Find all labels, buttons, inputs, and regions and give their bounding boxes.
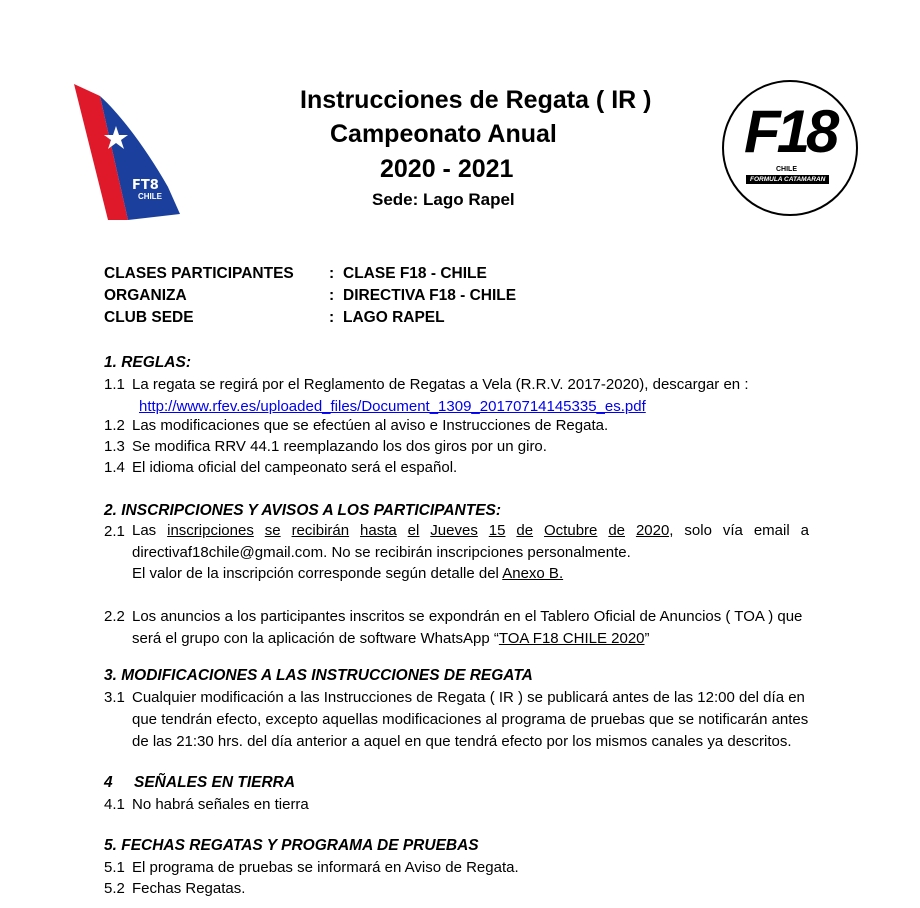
info-key: ORGANIZA <box>104 287 187 304</box>
item-number: 1.3 <box>104 438 125 455</box>
list-item-number: 2.1 <box>104 523 125 540</box>
info-colon: : <box>329 265 335 282</box>
word: 2020, <box>635 522 674 539</box>
info-key: CLASES PARTICIPANTES <box>104 265 294 282</box>
heading-number: 4 <box>104 774 113 791</box>
info-value: CLASE F18 - CHILE <box>343 265 487 282</box>
word: vía <box>722 522 743 539</box>
section-heading-fechas: 5. FECHAS REGATAS Y PROGRAMA DE PRUEBAS <box>104 837 479 854</box>
document-subtitle: Campeonato Anual <box>330 120 557 148</box>
list-item-text: Los anuncios a los participantes inscritos se expondrán en el Tablero Oficial de Anuncios ( TOA ) que <box>132 608 803 625</box>
logo-left-sub: CHILE <box>138 192 162 201</box>
logo-right-band: FORMULA CATAMARAN <box>746 175 829 184</box>
word: solo <box>684 522 712 539</box>
list-item-text <box>132 566 563 581</box>
item-text: La regata se regirá por el Reglamento de Regatas a Vela (R.R.V. 2017-2020), descargar en : <box>132 376 749 393</box>
item-text: El programa de pruebas se informará en Aviso de Regata. <box>132 859 519 876</box>
list-item-number: 2.2 <box>104 608 125 625</box>
word: a <box>800 522 809 539</box>
list-item <box>104 418 608 433</box>
class-logo-left <box>68 82 186 220</box>
list-item-text <box>132 631 650 646</box>
item-number: 4.1 <box>104 796 125 813</box>
list-item <box>104 439 547 454</box>
word: email <box>753 522 790 539</box>
word: de <box>608 522 625 539</box>
info-value: LAGO RAPEL <box>343 309 445 326</box>
list-item <box>104 797 309 812</box>
item-number: 5.2 <box>104 880 125 897</box>
class-logo-right <box>722 80 858 216</box>
list-item-number: 3.1 <box>104 689 125 706</box>
rules-download-link[interactable]: http://www.rfev.es/uploaded_files/Document_1309_20170714145335_es.pdf <box>139 398 646 415</box>
info-row <box>104 287 516 305</box>
item-text: Se modifica RRV 44.1 reemplazando los dos giros por un giro. <box>132 438 547 455</box>
info-colon: : <box>329 287 335 304</box>
list-item-justified-line <box>132 522 809 539</box>
list-item <box>104 460 457 475</box>
list-item <box>104 377 749 392</box>
word: se <box>264 522 281 539</box>
word: Las <box>132 522 157 539</box>
info-colon: : <box>329 309 335 326</box>
section-heading-modificaciones: 3. MODIFICACIONES A LAS INSTRUCCIONES DE REGATA <box>104 667 533 684</box>
item-text: Fechas Regatas. <box>132 880 246 897</box>
section-heading-senales <box>104 774 295 792</box>
document-title: Instrucciones de Regata ( IR ) <box>300 86 652 114</box>
list-item <box>104 860 519 875</box>
list-item-text: que tendrán efecto, excepto aquellas modificaciones al programa de pruebas que se notificarán antes <box>132 711 809 728</box>
item-number: 1.1 <box>104 376 125 393</box>
word: Octubre <box>544 522 598 539</box>
word: recibirán <box>291 522 350 539</box>
item-number: 5.1 <box>104 859 125 876</box>
document-season: 2020 - 2021 <box>380 155 514 183</box>
word: 15 <box>488 522 506 539</box>
list-item-text: de las 21:30 hrs. del día anterior a aquel en que tendrá efecto por los mismos canales ya descritos. <box>132 733 792 750</box>
info-row <box>104 309 445 327</box>
info-key: CLUB SEDE <box>104 309 194 326</box>
info-value: DIRECTIVA F18 - CHILE <box>343 287 517 304</box>
list-item <box>104 881 245 896</box>
item-text: ” <box>644 630 650 647</box>
item-number: 1.2 <box>104 417 125 434</box>
heading-text: SEÑALES EN TIERRA <box>134 774 296 791</box>
word: de <box>516 522 534 539</box>
word: el <box>407 522 420 539</box>
section-heading-reglas: 1. REGLAS: <box>104 354 191 371</box>
item-text: El idioma oficial del campeonato será el español. <box>132 459 458 476</box>
logo-right-sub: CHILE <box>776 166 797 173</box>
list-item-text: directivaf18chile@gmail.com. No se recibirán inscripciones personalmente. <box>132 544 631 561</box>
word: hasta <box>360 522 397 539</box>
item-text: Las modificaciones que se efectúen al aviso e Instrucciones de Regata. <box>132 417 609 434</box>
logo-right-text: F18 <box>744 98 836 165</box>
document-venue: Sede: Lago Rapel <box>372 190 515 209</box>
section-heading-inscripciones: 2. INSCRIPCIONES Y AVISOS A LOS PARTICIPANTES: <box>104 502 502 519</box>
word: inscripciones <box>167 522 254 539</box>
annex-b-link[interactable]: Anexo B. <box>502 565 564 582</box>
item-text: El valor de la inscripción corresponde según detalle del <box>132 565 503 582</box>
logo-left-text: FT8 <box>132 178 159 193</box>
whatsapp-group-name: TOA F18 CHILE 2020 <box>498 630 645 647</box>
info-row <box>104 265 487 283</box>
item-number: 1.4 <box>104 459 125 476</box>
item-text: será el grupo con la aplicación de software WhatsApp “ <box>132 630 499 647</box>
item-text: No habrá señales en tierra <box>132 796 309 813</box>
word: Jueves <box>430 522 478 539</box>
list-item-text: Cualquier modificación a las Instrucciones de Regata ( IR ) se publicará antes de las 12:00 del día en <box>132 689 805 706</box>
